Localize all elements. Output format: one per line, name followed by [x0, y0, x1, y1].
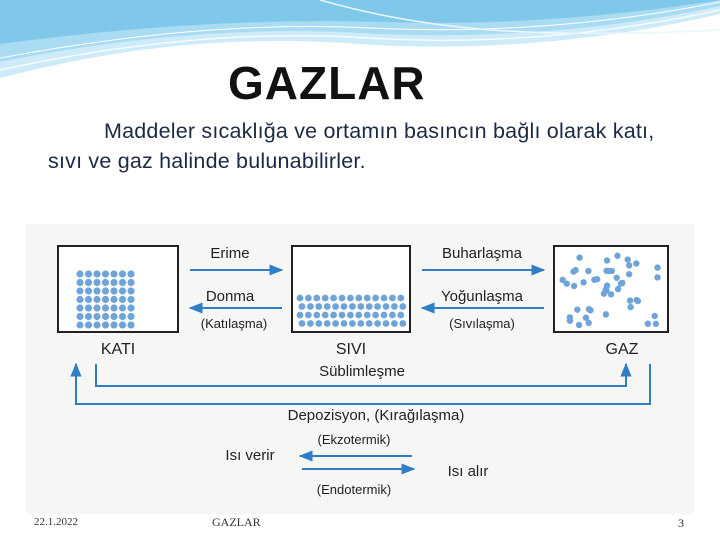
particle [324, 303, 331, 310]
particle [119, 270, 126, 277]
particle [93, 279, 100, 286]
liquid-container [292, 246, 410, 332]
particle [76, 270, 83, 277]
particle [299, 320, 306, 327]
particle [297, 312, 304, 319]
particle [586, 306, 592, 312]
particle [330, 312, 337, 319]
particle [119, 296, 126, 303]
page-number: 3 [678, 516, 684, 530]
particle [357, 320, 364, 327]
particle [85, 279, 92, 286]
particle [110, 296, 117, 303]
freezing-alt-label: (Katılaşma) [200, 316, 268, 331]
particle [93, 296, 100, 303]
particle [119, 313, 126, 320]
endothermic-label: (Endotermik) [316, 482, 392, 497]
particle [627, 297, 633, 303]
particle [381, 312, 388, 319]
particle [322, 295, 329, 302]
particle [634, 297, 640, 303]
particle [339, 312, 346, 319]
particle [383, 320, 390, 327]
particle [604, 257, 610, 263]
condensation-label: Yoğunlaşma [440, 288, 524, 305]
particle [389, 295, 396, 302]
particle [339, 295, 346, 302]
particle [110, 304, 117, 311]
particle [606, 268, 612, 274]
particle [127, 321, 134, 328]
particle [349, 320, 356, 327]
particle [127, 304, 134, 311]
particle [625, 256, 631, 262]
particle [76, 321, 83, 328]
releases-heat-label: Isı verir [225, 447, 275, 464]
exothermic-label: (Ekzotermik) [317, 432, 391, 447]
particle [93, 287, 100, 294]
particle [355, 312, 362, 319]
particle [576, 322, 582, 328]
particle [93, 304, 100, 311]
particle [366, 303, 373, 310]
particle [654, 274, 660, 280]
particle [626, 262, 632, 268]
particle [347, 295, 354, 302]
particle [653, 321, 659, 327]
particle [307, 320, 314, 327]
particle [305, 295, 312, 302]
particle [85, 313, 92, 320]
particle [322, 312, 329, 319]
particle [372, 312, 379, 319]
particle [399, 303, 406, 310]
particle [102, 279, 109, 286]
particle [102, 321, 109, 328]
particle [110, 321, 117, 328]
particle [332, 303, 339, 310]
particle [305, 312, 312, 319]
solid-container [58, 246, 178, 332]
slide-title: GAZLAR [228, 57, 426, 109]
particle [364, 295, 371, 302]
particle [119, 304, 126, 311]
particle [110, 313, 117, 320]
particle [366, 320, 373, 327]
particle [349, 303, 356, 310]
absorbs-heat-label: Isı alır [447, 463, 489, 480]
particle [85, 270, 92, 277]
particle [119, 321, 126, 328]
particle [574, 306, 580, 312]
particle [374, 320, 381, 327]
particle [604, 282, 610, 288]
particle [93, 321, 100, 328]
state-label-solid: KATI [100, 341, 136, 358]
particle [127, 296, 134, 303]
particle [299, 303, 306, 310]
particle [85, 287, 92, 294]
particle [571, 283, 577, 289]
particle [633, 260, 639, 266]
footer-date: 22.1.2022 [34, 516, 78, 528]
particle [341, 303, 348, 310]
freezing-label: Donma [205, 288, 255, 305]
particle [330, 295, 337, 302]
particle [391, 303, 398, 310]
particle [119, 279, 126, 286]
particle [313, 295, 320, 302]
particle [372, 295, 379, 302]
particle [399, 320, 406, 327]
particle [347, 312, 354, 319]
particle [127, 270, 134, 277]
particle [307, 303, 314, 310]
footer-title: GAZLAR [212, 515, 261, 529]
particle [580, 279, 586, 285]
particle [85, 304, 92, 311]
particle [397, 295, 404, 302]
particle [110, 279, 117, 286]
particle [560, 277, 566, 283]
particle [572, 267, 578, 273]
particle [626, 271, 632, 277]
particle [119, 287, 126, 294]
particle [383, 303, 390, 310]
particle [591, 277, 597, 283]
particle [627, 304, 633, 310]
particle [389, 312, 396, 319]
particle [567, 317, 573, 323]
condensation-alt-label: (Sıvılaşma) [449, 316, 515, 331]
particle [102, 296, 109, 303]
particle [397, 312, 404, 319]
particle [127, 287, 134, 294]
particle [297, 295, 304, 302]
particle [603, 311, 609, 317]
particle [324, 320, 331, 327]
particle [614, 253, 620, 259]
particle [315, 303, 322, 310]
particle [76, 304, 83, 311]
particle [102, 304, 109, 311]
particle [374, 303, 381, 310]
particle [585, 320, 591, 326]
particle [391, 320, 398, 327]
particle [381, 295, 388, 302]
state-label-gas: GAZ [605, 341, 639, 358]
particle [614, 275, 620, 281]
deposition-label: Depozisyon, (Kırağılaşma) [287, 407, 465, 424]
particle [110, 287, 117, 294]
particle [615, 286, 621, 292]
particle [355, 295, 362, 302]
particle [651, 313, 657, 319]
particle [102, 313, 109, 320]
particle [76, 296, 83, 303]
particle [76, 287, 83, 294]
state-label-liquid: SIVI [335, 341, 367, 358]
slide-body-text: Maddeler sıcaklığa ve ortamın basıncın bağlı olarak katı, sıvı ve gaz halinde bulunabilirler. [48, 119, 655, 173]
evaporation-label: Buharlaşma [441, 245, 523, 262]
particle [357, 303, 364, 310]
particle [313, 312, 320, 319]
particle [93, 270, 100, 277]
particle [364, 312, 371, 319]
melting-label: Erime [210, 245, 250, 262]
particle [619, 280, 625, 286]
particle [102, 287, 109, 294]
particle [76, 313, 83, 320]
particle [315, 320, 322, 327]
phase-change-diagram [26, 224, 694, 514]
particle [654, 264, 660, 270]
particle [127, 279, 134, 286]
particle [93, 313, 100, 320]
particle [110, 270, 117, 277]
particle [332, 320, 339, 327]
particle [76, 279, 83, 286]
particle [85, 321, 92, 328]
particle [645, 321, 651, 327]
particle [127, 313, 134, 320]
particle [585, 268, 591, 274]
sublimation-label: Süblimleşme [319, 363, 405, 380]
particle [341, 320, 348, 327]
particle [85, 296, 92, 303]
particle [102, 270, 109, 277]
particle [576, 254, 582, 260]
